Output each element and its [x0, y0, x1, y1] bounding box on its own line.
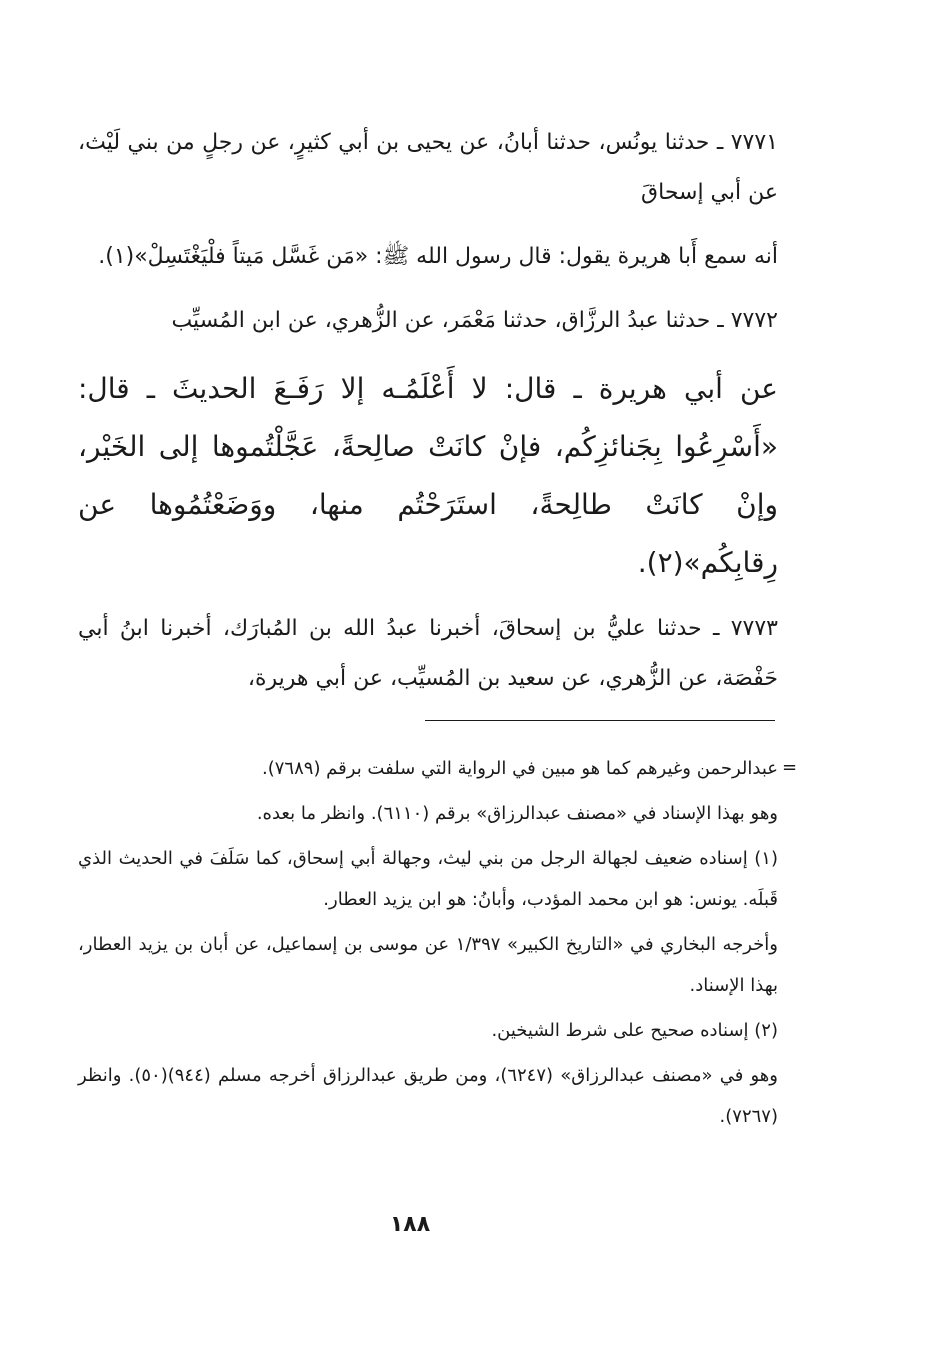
footnote-1-para-1: (١) إسناده ضعيف لجهالة الرجل من بني ليث، وجهالة أبي إسحاق، كما سَلَفَ في الحديث الذي قَبلَه. يونس: هو ابن محمد المؤدب، وأبانُ: هو ابن يزيد العطار. [78, 848, 778, 910]
footnotes [78, 748, 778, 1141]
page-number: ١٨٨ [389, 1212, 431, 1237]
footnote-divider [425, 720, 775, 721]
continuation-mark: = [782, 757, 798, 778]
footnote-2-para-2: وهو في «مصنف عبدالرزاق» (٦٢٤٧)، ومن طريق عبدالرزاق أخرجه مسلم (٩٤٤)(٥٠). وانظر (٧٢٦٧). [78, 1065, 778, 1127]
hadith-7771-text: أنه سمع أَبا هريرة يقول: قال رسول الله ﷺ: «مَن غَسَّل مَيتاً فلْيَغْتَسِلْ»(١). [98, 244, 778, 269]
hadith-7772-chain: ٧٧٧٢ ـ حدثنا عبدُ الرزَّاق، حدثنا مَعْمَر، عن الزُّهري، عن ابن المُسيِّب [171, 308, 778, 333]
main-text [78, 118, 778, 718]
hadith-7773-chain: ٧٧٧٣ ـ حدثنا عليُّ بن إسحاقَ، أخبرنا عبدُ الله بن المُبارَك، أخبرنا ابنُ أبي حَفْصَة، عن الزُّهري، عن سعيد بن المُسيِّب، عن أبي هريرة، [78, 616, 778, 691]
hadith-7771-chain: ٧٧٧١ ـ حدثنا يونُس، حدثنا أبانُ، عن يحيى بن أبي كثيرٍ، عن رجلٍ من بني لَيْث، عن أبي إسحاقَ [78, 130, 778, 205]
footnote-continuation-line-1: عبدالرحمن وغيرهم كما هو مبين في الرواية التي سلفت برقم (٧٦٨٩). [262, 758, 778, 779]
hadith-7772-text: عن أبي هريرة ـ قال: لا أَعْلَمُـه إلا رَفَـعَ الحديثَ ـ قال: «أَسْرِعُوا بِجَنائزِكُم، فإنْ كانَتْ صالِحةً، عَجَّلْتُموها إلى الخَيْر، وإنْ كانَتْ طالِحةً، استَرَحْتُم منها، ووَضَعْتُمُوها عن رِقابِكُم»(٢). [78, 372, 778, 579]
footnote-continuation-line-2: وهو بهذا الإسناد في «مصنف عبدالرزاق» برقم (٦١١٠). وانظر ما بعده. [256, 803, 778, 824]
footnote-1-para-2: وأخرجه البخاري في «التاريخ الكبير» ١/٣٩٧ عن موسى بن إسماعيل، عن أبان بن يزيد العطار، بهذا الإسناد. [78, 934, 778, 996]
footnote-2-para-1: (٢) إسناده صحيح على شرط الشيخين. [491, 1020, 778, 1041]
